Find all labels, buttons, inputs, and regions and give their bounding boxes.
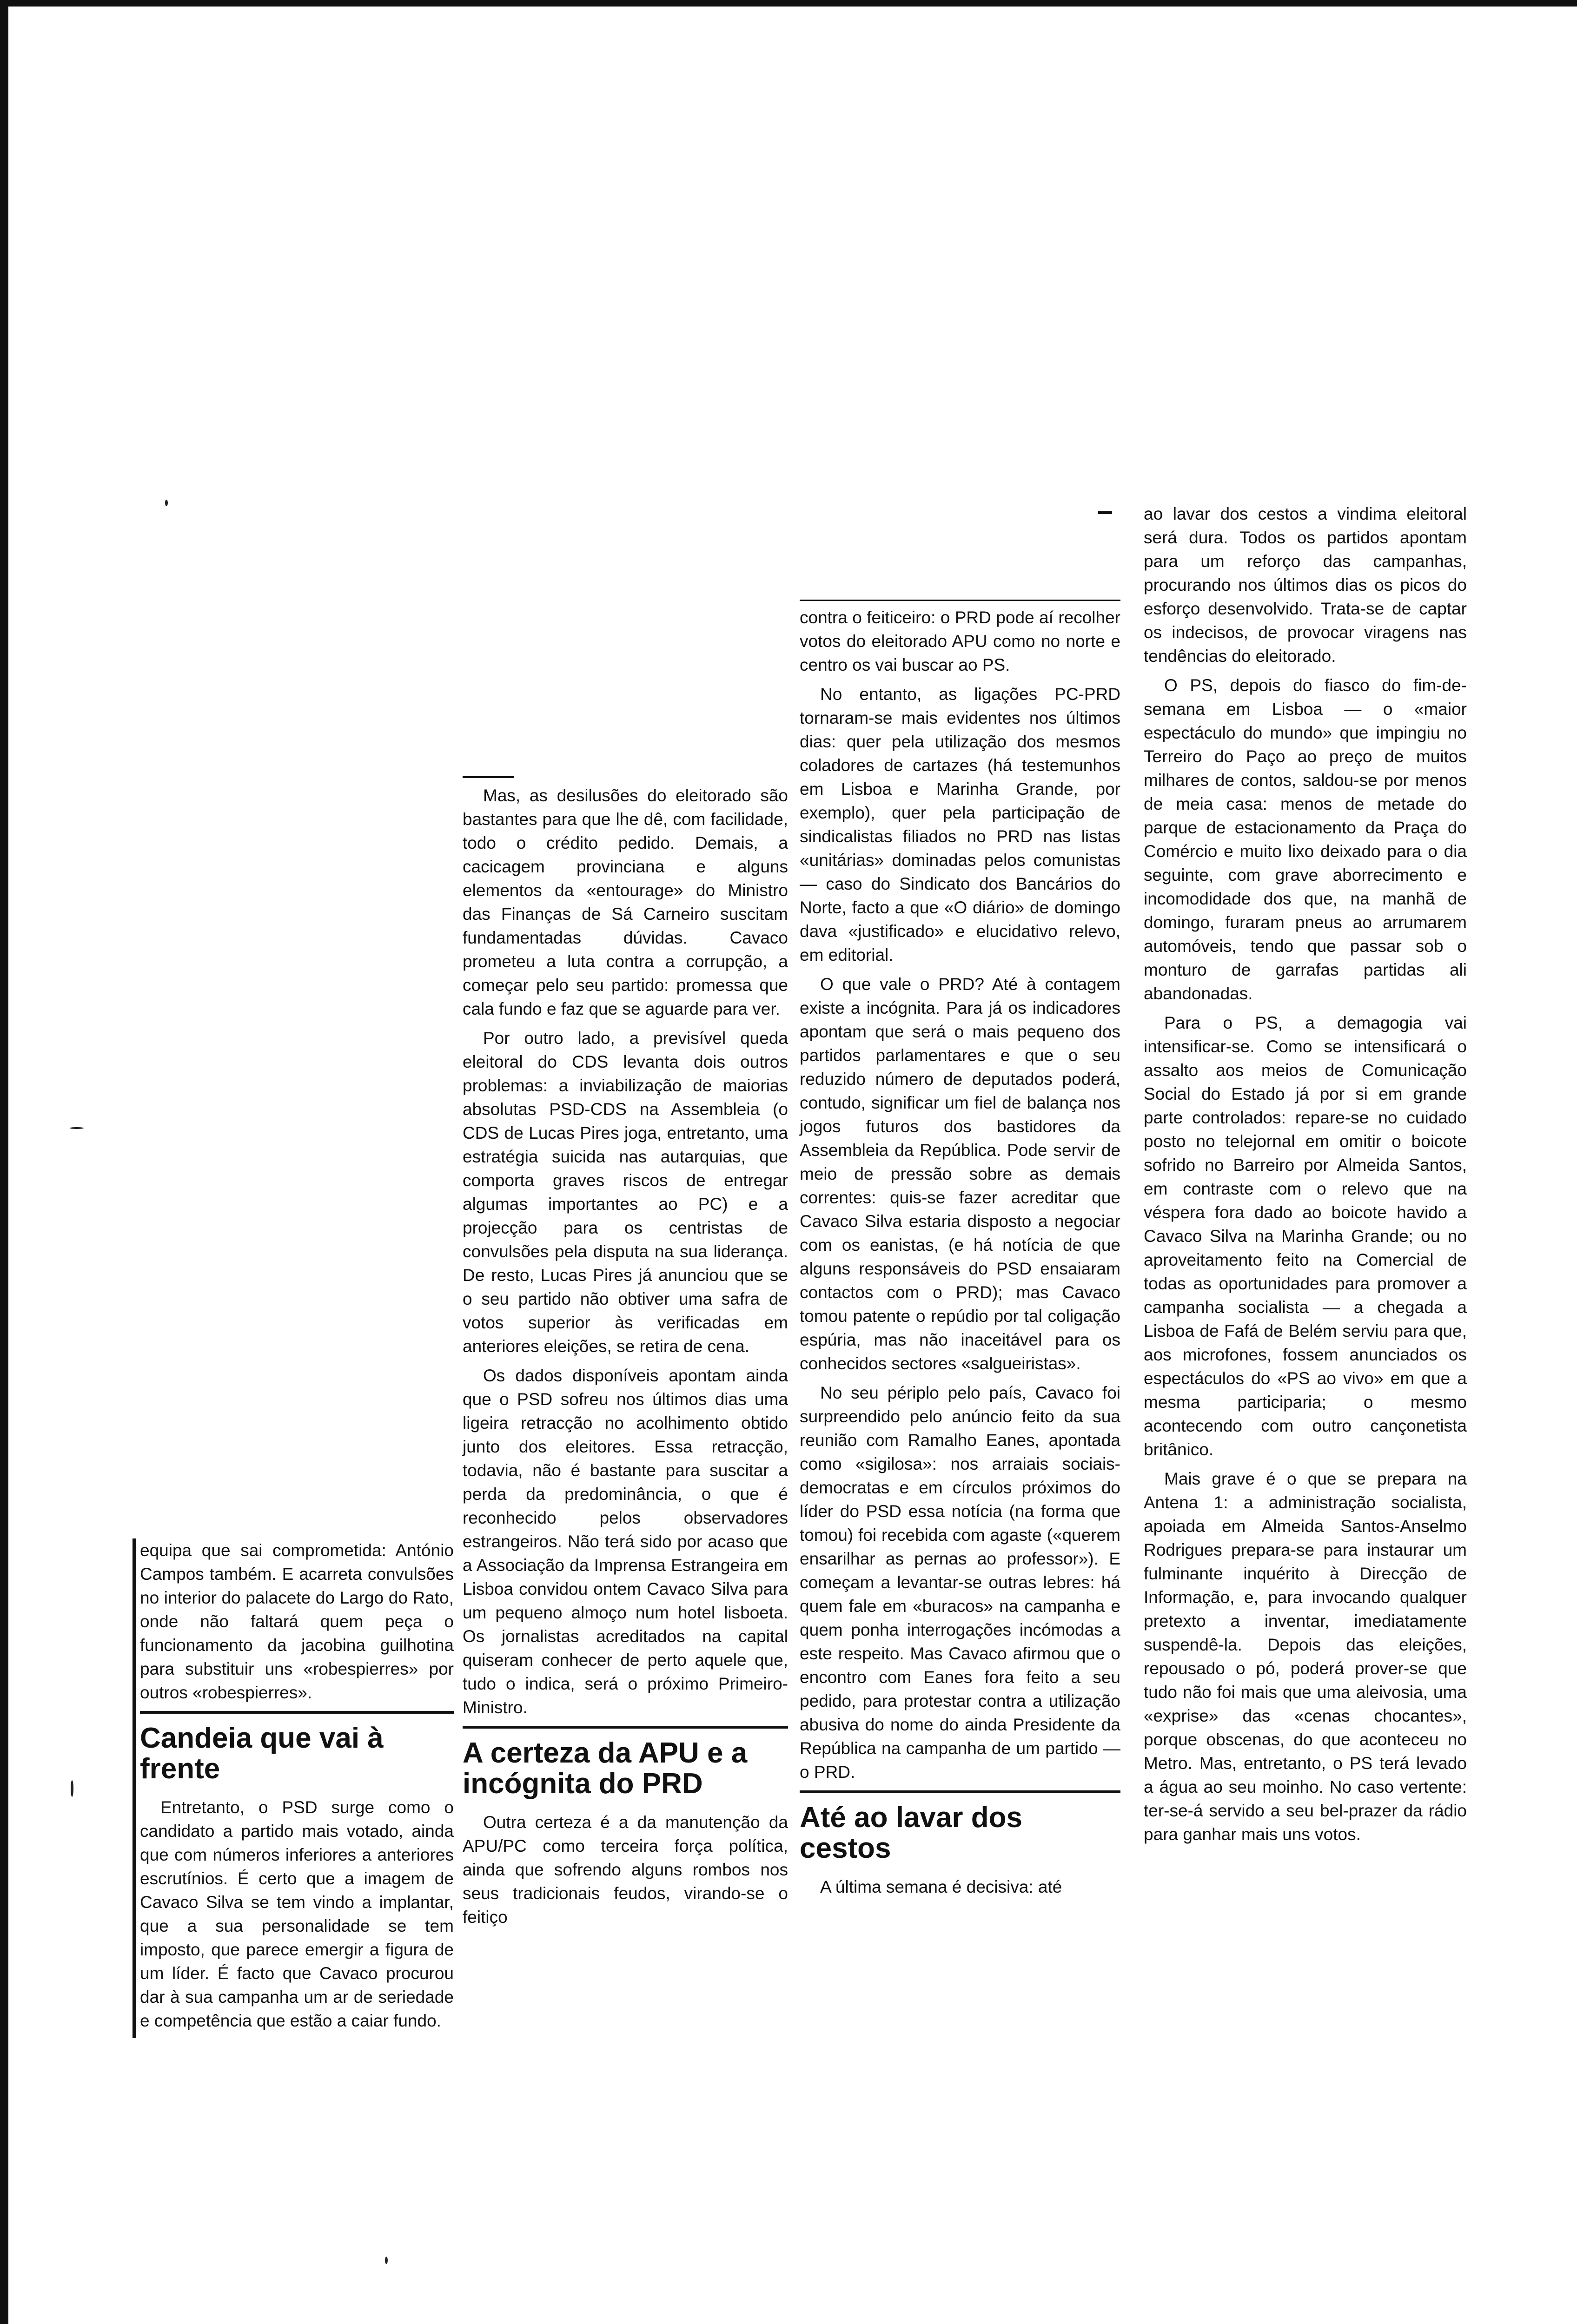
page-border-left — [0, 0, 8, 2324]
col3-top-rule — [800, 600, 1120, 601]
col3-paragraph-2: No entanto, as ligações PC-PRD tornaram-se mais evidentes nos últimos dias: quer pela utilização dos mesmos coladores de cartazes (há testemunhos em Lisboa e Marinha Grande, por exemplo), quer pela participação de sindicalistas filiados no PRD nas listas «unitárias» dominadas pelos comunistas — caso do Sindicato dos Bancários do Norte, facto a que «O diário» de domingo dava «justificado» e elucidativo relevo, em editorial. — [800, 685, 1120, 964]
page-border-top — [0, 0, 1577, 7]
col2-heading: A certeza da APU e a incógnita do PRD — [463, 1737, 748, 1800]
col3-paragraph-3: O que vale o PRD? Até à contagem existe a incógnita. Para já os indicadores apontam que será o mais pequeno dos partidos parlamentares e que o seu reduzido número de deputados poderá, contudo, significar um fiel de balança nos jogos futuros dos bastidores da Assembleia da República. Pode servir de meio de pressão sobre as demais correntes: quis-se fazer acreditar que Cavaco Silva estaria disposto a negociar com os eanistas, (e há notícia de que alguns responsáveis do PSD ensaiaram contactos com o PRD); mas Cavaco tomou patente o repúdio por tal coligação espúria, mas não inaceitável para os conhecidos sectores «salgueiristas». — [800, 975, 1120, 1373]
col2-rule — [463, 1726, 788, 1729]
scan-speck — [385, 2257, 388, 2264]
column-dash-marker — [1098, 511, 1112, 514]
col2-paragraph-3: Os dados disponíveis apontam ainda que o PSD sofreu nos últimos dias uma ligeira retracção no acolhimento obtido junto dos eleitores. Essa retracção, todavia, não é bastante para suscitar a perda da predominância, o que é reconhecido pelos observadores estrangeiros. Não terá sido por acaso que a Associação da Imprensa Estrangeira em Lisboa convidou ontem Cavaco Silva para um pequeno almoço num hotel lisboeta. Os jornalistas acreditados na capital quiseram conhecer de perto aquele que, tudo o indica, será o próximo Primeiro-Ministro. — [463, 1366, 788, 1717]
scan-speck — [70, 1127, 84, 1129]
col4-paragraph-1: ao lavar dos cestos a vindima eleitoral será dura. Todos os partidos apontam para um reforço das campanhas, procurando nos últimos dias os picos do esforço desenvolvido. Trata-se de captar os indecisos, de provocar viragens nas tendências do eleitorado. — [1144, 504, 1467, 666]
col3-paragraph-5: A última semana é decisiva: até — [820, 1877, 1062, 1896]
col2-paragraph-2: Por outro lado, a previsível queda eleitoral do CDS levanta dois outros problemas: a inviabilização de maiorias absolutas PSD-CDS na Assembleia (o CDS de Lucas Pires joga, entretanto, uma estratégia suicida nas autarquias, que comporta graves riscos de entregar algumas importantes ao PC) e a projecção para os centristas de convulsões pela disputa na sua liderança. De resto, Lucas Pires já anunciou que se o seu partido não obtiver uma safra de votos superior às verificadas em anteriores eleições, se retira de cena. — [463, 1029, 788, 1356]
col1-paragraph-2: Entretanto, o PSD surge como o candidato a partido mais votado, ainda que com números inferiores a anteriores escrutínios. É certo que a imagem de Cavaco Silva se tem vindo a implantar, que a sua personalidade se tem imposto, que parece emergir a figura de um líder. É facto que Cavaco procurou dar à sua campanha um ar de seriedade e competência que estão a caiar fundo. — [140, 1798, 454, 2030]
col2-paragraph-1: Mas, as desilusões do eleitorado são bastantes para que lhe dê, com facilidade, todo o crédito pedido. Demais, a cacicagem provinciana e alguns elementos da «entourage» do Ministro das Finanças de Sá Carneiro suscitam fundamentadas dúvidas. Cavaco prometeu a luta contra a corrupção, a começar pelo seu partido: promessa que cala fundo e faz que se aguarde para ver. — [463, 786, 788, 1018]
col3-paragraph-1: contra o feiticeiro: o PRD pode aí recolher votos do eleitorado APU como no norte e centro os vai buscar ao PS. — [800, 608, 1120, 674]
article-column-1 — [133, 1538, 454, 2038]
col3-paragraph-4: No seu périplo pelo país, Cavaco foi surpreendido pelo anúncio feito da sua reunião com Ramalho Eanes, apontada como «sigilosa»: nos arraiais sociais-democratas e em círculos próximos do líder do PSD essa notícia (na forma que tomou) foi recebida com agaste («querem ensarilhar as pernas ao professor»). E começam a levantar-se outras lebres: há quem fale em «buracos» na campanha e quem ponha interrogações incómodas a este respeito. Mas Cavaco afirmou que o encontro com Eanes fora feito a seu pedido, para protestar contra a utilização abusiva do nome do ainda Presidente da República na campanha de um partido — o PRD. — [800, 1383, 1120, 1782]
article-column-3 — [800, 595, 1120, 1904]
col3-rule — [800, 1790, 1120, 1793]
col2-top-rule — [463, 776, 514, 778]
col4-paragraph-4: Mais grave é o que se prepara na Antena 1: a administração socialista, apoiada em Almeida Santos-Anselmo Rodrigues prepara-se para instaurar um fulminante inquérito à Direcção de Informação, e, para invocando qualquer pretexto a inventar, imediatamente suspendê-la. Depois das eleições, repousado o pó, poderá prover-se que tudo não foi mais que uma aleivosia, uma «exprise» das «cenas chocantes», porque obscenas, do que aconteceu no Metro. Mas, entretanto, o PS terá levado a água ao seu moinho. No caso vertente: ter-se-á servido a seu bel-prazer da rádio para ganhar mais uns votos. — [1144, 1469, 1467, 1844]
col3-heading: Até ao lavar dos cestos — [800, 1802, 1022, 1864]
col1-paragraph-1: equipa que sai comprometida: António Campos também. E acarreta convulsões no interior do palacete do Largo do Rato, onde não faltará quem peça o funcionamento da jacobina guilhotina para substituir uns «robespierres» por outros «robespierres». — [140, 1541, 454, 1702]
scan-speck — [71, 1780, 73, 1797]
col2-paragraph-4: Outra certeza é a da manutenção da APU/PC como terceira força política, ainda que sofrendo alguns rombos nos seus tradicionais feudos, virando-se o feitiço — [463, 1813, 788, 1927]
col1-rule — [140, 1711, 454, 1714]
col1-heading: Candeia que vai à frente — [140, 1722, 384, 1785]
article-column-2 — [463, 776, 788, 1934]
scan-speck — [165, 500, 168, 506]
article-column-4 — [1144, 502, 1467, 1852]
col4-paragraph-2: O PS, depois do fiasco do fim-de-semana em Lisboa — o «maior espectáculo do mundo» que impingiu no Terreiro do Paço ao preço de muitos milhares de contos, saldou-se por menos de meia casa: menos de metade do parque de estacionamento da Praça do Comércio e muito lixo deixado para o dia seguinte, com grave aborrecimento e incomodidade dos que, na manhã de domingo, furaram pneus ao arrumarem automóveis, tendo que passar sob o monturo de garrafas partidas ali abandonadas. — [1144, 676, 1467, 1003]
col4-paragraph-3: Para o PS, a demagogia vai intensificar-se. Como se intensificará o assalto aos meios de Comunicação Social do Estado já por si em grande parte controlados: repare-se no cuidado posto no telejornal em omitir o boicote sofrido no Barreiro por Almeida Santos, em contraste com o relevo que na véspera fora dado ao boicote havido a Cavaco Silva na Marinha Grande; ou no aproveitamento feito na Comercial de todas as oportunidades para promover a campanha socialista — a chegada a Lisboa de Fafá de Belém serviu para que, aos microfones, fossem anunciados os espectáculos do «PS ao vivo» em que a mesma participaria; o mesmo acontecendo com outro cançonetista britânico. — [1144, 1013, 1467, 1459]
